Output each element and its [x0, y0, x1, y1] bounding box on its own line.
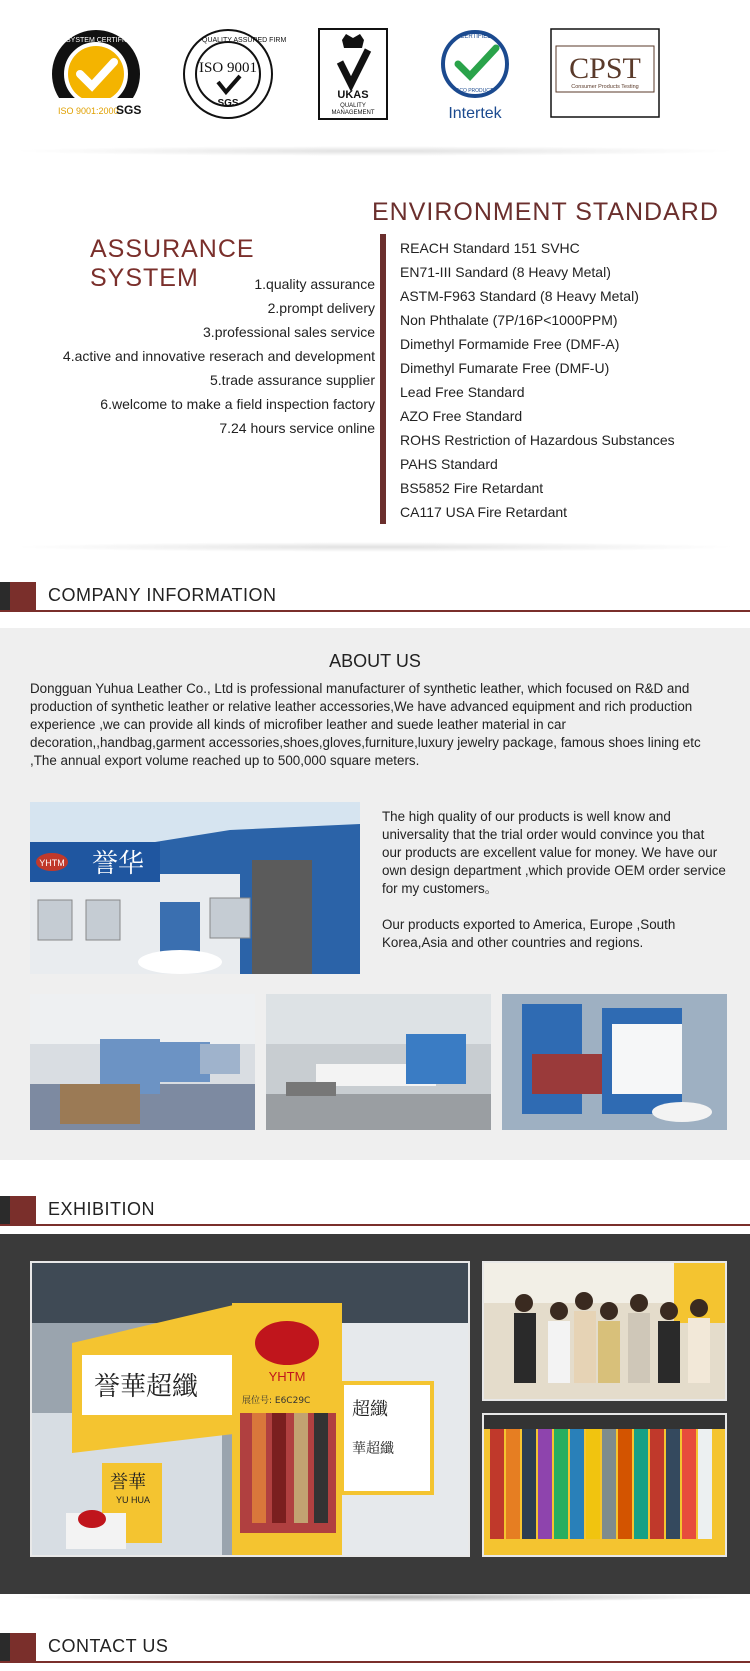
list-item: Lead Free Standard	[400, 384, 525, 400]
section-title: CONTACT US	[48, 1636, 169, 1656]
sgs-name: SGS	[116, 103, 142, 117]
office-photo	[30, 994, 255, 1130]
list-item: Dimethyl Fumarate Free (DMF-U)	[400, 360, 610, 376]
divider-shadow	[10, 542, 740, 552]
list-item: AZO Free Standard	[400, 408, 523, 424]
booth-number-text: 展位号: E6C29C	[242, 1396, 311, 1406]
list-item: ROHS Restriction of Hazardous Substances	[400, 432, 675, 448]
assurance-list	[20, 272, 375, 440]
factory-sign-logo: YHTM	[39, 858, 65, 868]
sgs-bottom-text: ISO 9001:2000	[58, 106, 119, 116]
contact-us-header	[0, 1629, 750, 1663]
section-title: EXHIBITION	[48, 1199, 156, 1219]
production-line-photo	[266, 994, 491, 1130]
list-item: 1.quality assurance	[254, 276, 375, 292]
list-item: ASTM-F963 Standard (8 Heavy Metal)	[400, 288, 639, 304]
ukas-name: UKAS	[337, 89, 369, 101]
ukas-line1: QUALITY	[340, 103, 366, 109]
list-item: EN71-III Sandard (8 Heavy Metal)	[400, 264, 611, 280]
iso9001-logo	[180, 28, 287, 128]
list-item: 4.active and innovative reserach and development	[62, 348, 375, 364]
list-item: PAHS Standard	[400, 456, 498, 472]
booth-brand-text: YHTM	[268, 1369, 306, 1384]
certification-logos	[0, 28, 750, 128]
iso-name: ISO 9001	[199, 60, 257, 76]
small-booth-sub-text: YU HUA	[116, 1495, 151, 1505]
about-paragraph: Dongguan Yuhua Leather Co., Ltd is professional manufacturer of synthetic leather, which focused on R&D and production of synthetic leather or relative leather accessories,We have advanced equipment and rich production experience ,we can provide all kinds of microfiber leather and suede leather material in car decoration,,handbag,garment accessories,shoes,gloves,furniture,luxury jewelry package, famous shoes lining etc ,The annual export volume reached up to 500,000 square meters.	[30, 681, 701, 768]
cpst-logo	[550, 28, 660, 128]
about-us-title: ABOUT US	[329, 651, 421, 671]
about-side-text	[382, 808, 727, 970]
cpst-subtitle: Consumer Products Testing	[571, 84, 639, 90]
list-item: CA117 USA Fire Retardant	[400, 504, 568, 520]
list-item: 6.welcome to make a field inspection factory	[100, 396, 375, 412]
section-title: COMPANY INFORMATION	[48, 585, 277, 605]
company-information-header	[0, 578, 750, 612]
factory-building-photo	[30, 802, 360, 974]
list-item: 7.24 hours service online	[219, 420, 375, 436]
factory-sign-text: 誉华	[92, 849, 145, 879]
booth-side-text-2: 華超纖	[352, 1441, 394, 1457]
ukas-line2: MANAGEMENT	[331, 110, 375, 116]
environment-list	[400, 236, 740, 524]
exhibition-booth-photo	[30, 1261, 470, 1557]
standards-divider-bar	[380, 234, 386, 524]
cpst-name: CPST	[569, 52, 641, 85]
sgs-ring-text: SYSTEM CERTIFICATION	[66, 37, 150, 44]
list-item: 5.trade assurance supplier	[210, 372, 375, 388]
list-item: BS5852 Fire Retardant	[400, 480, 544, 496]
divider-shadow	[10, 146, 740, 156]
list-item: 3.professional sales service	[203, 324, 375, 340]
divider-shadow	[10, 1592, 740, 1602]
intertek-top-text: CERTIFIED	[460, 34, 492, 40]
sgs-certification-logo	[50, 28, 150, 128]
booth-banner-text: 誉華超纖	[94, 1372, 199, 1402]
team-photo	[482, 1261, 727, 1401]
booth-side-text: 超纖	[352, 1399, 388, 1420]
list-item: Dimethyl Formamide Free (DMF-A)	[400, 336, 620, 352]
assurance-system-title: ASSURANCE SYSTEM	[90, 235, 255, 292]
iso-ring-text: QUALITY ASSURED FIRM	[202, 37, 287, 44]
list-item: 2.prompt delivery	[267, 300, 375, 316]
about-side-paragraph-2: Our products exported to America, Europe ,South Korea,Asia and other countries and regions.	[382, 917, 676, 950]
list-item: Non Phthalate (7P/16P<1000PPM)	[400, 312, 618, 328]
intertek-bottom-text: ECO PRODUCT	[456, 88, 493, 94]
leather-samples-photo	[482, 1413, 727, 1557]
exhibition-header	[0, 1192, 750, 1226]
machinery-photo	[502, 994, 727, 1130]
small-booth-text: 誉華	[110, 1472, 146, 1493]
intertek-name: Intertek	[448, 105, 502, 122]
environment-standard-title: ENVIRONMENT STANDARD	[372, 198, 719, 226]
list-item: REACH Standard 151 SVHC	[400, 240, 580, 256]
ukas-logo	[318, 28, 388, 128]
intertek-logo	[438, 28, 518, 128]
iso-sgs-text: SGS	[217, 98, 239, 109]
about-side-paragraph-1: The high quality of our products is well know and universality that the trial order would convince you that our products are excellent value for money. We have our own design department ,which provide OEM order service for my customers。	[382, 809, 726, 896]
